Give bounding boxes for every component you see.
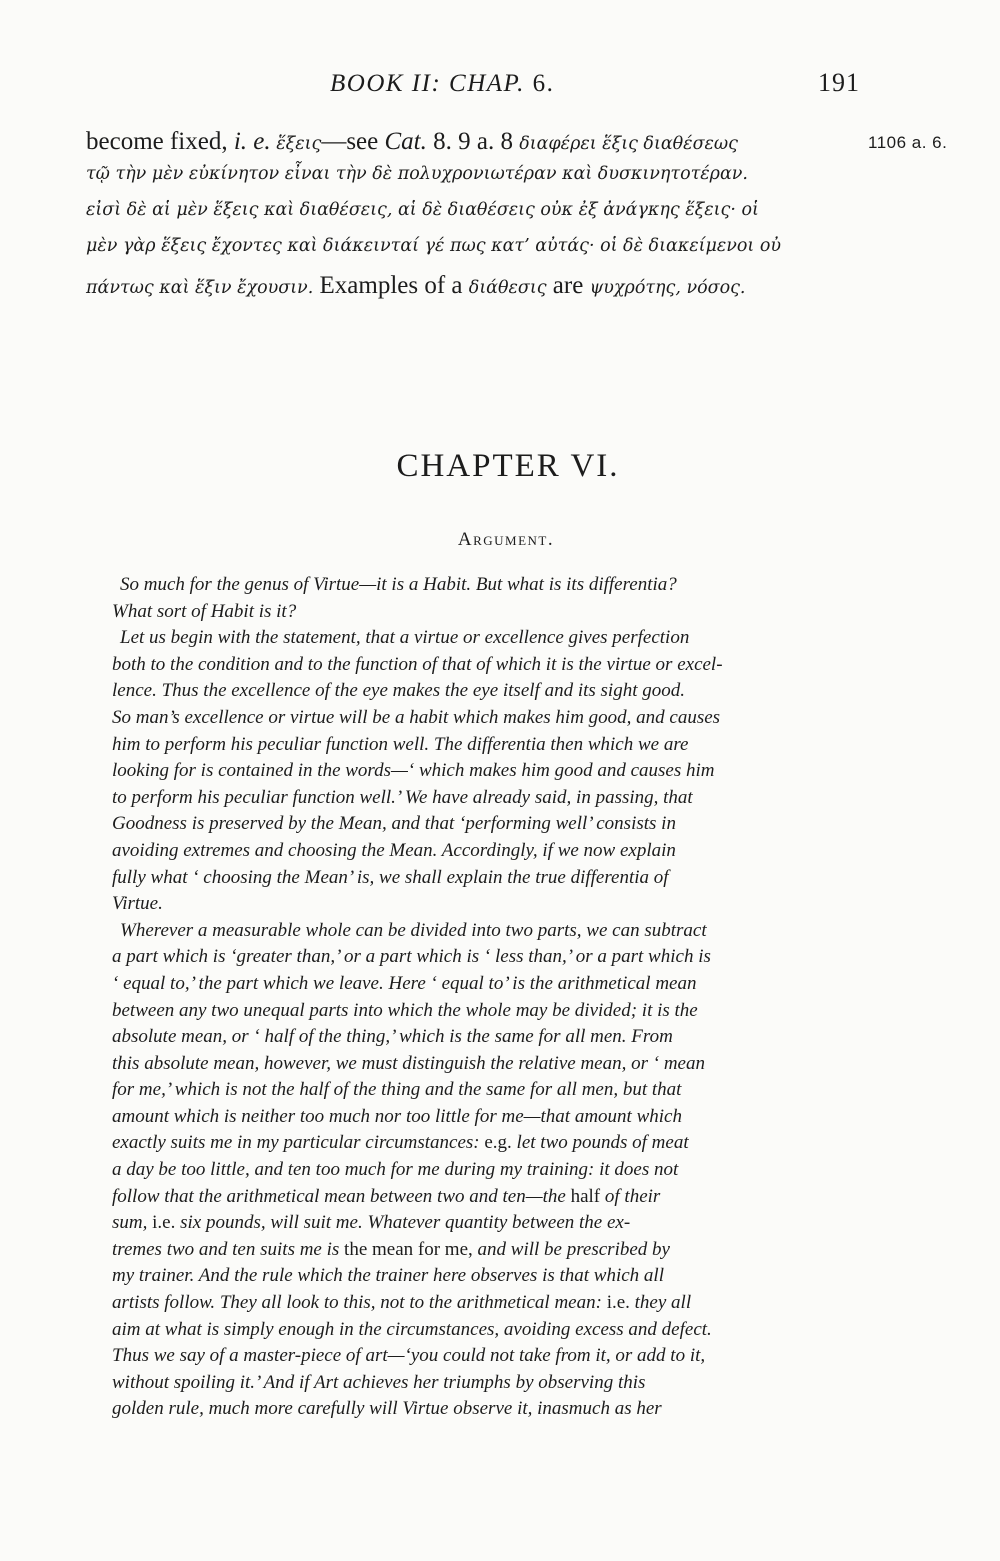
argument-line	[112, 1396, 876, 1423]
argument-line	[112, 865, 876, 892]
argument-run: Wherever a measurable whole can be divided into two parts, we can subtract	[120, 919, 707, 941]
argument-run: e.g.	[484, 1132, 512, 1154]
argument-line	[116, 625, 876, 652]
argument-run: i.e.	[152, 1212, 176, 1234]
argument-run: So man’s excellence or virtue will be a habit which makes him good, and causes	[112, 706, 721, 728]
running-title	[330, 70, 554, 98]
argument-run: they all	[629, 1292, 692, 1314]
argument-run: to perform his peculiar function well.’ We have already said, in passing, that	[112, 786, 693, 808]
argument-run: artists follow. They all look to this, not to the arithmetical mean:	[112, 1292, 607, 1314]
argument-line	[112, 944, 876, 971]
argument-line	[112, 652, 876, 679]
argument-run: absolute mean, or ‘ half of the thing,’ which is the same for all men. From	[112, 1026, 673, 1048]
argument-line	[112, 1263, 876, 1290]
note-run: διαφέρει ἕξις διαθέσεως	[519, 134, 738, 154]
argument-line	[112, 1157, 876, 1184]
argument-run: of their	[600, 1185, 661, 1207]
note-run: —see	[321, 128, 385, 155]
argument-run: for me,’ which is not the half of the thing and the same for all men, but that	[112, 1079, 682, 1101]
argument-run: let two pounds of meat	[511, 1132, 689, 1154]
argument-line	[112, 732, 876, 759]
argument-line	[112, 1130, 876, 1157]
argument-run: i.e.	[606, 1292, 630, 1314]
chapter-heading: CHAPTER VI.	[396, 448, 620, 484]
argument-line	[116, 918, 876, 945]
note-run: are	[546, 272, 590, 299]
argument-run: six pounds, will suit me. Whatever quantity between the ex-	[175, 1212, 631, 1234]
chapter-number: 6.	[532, 70, 555, 97]
argument-run: What sort of Habit is it?	[112, 600, 297, 622]
commentary-note	[86, 128, 966, 308]
note-run: πάντως καὶ ἕξιν ἔχουσιν.	[86, 278, 314, 298]
argument-line	[112, 1370, 876, 1397]
argument-line	[112, 785, 876, 812]
argument-run: looking for is contained in the words—‘ which makes him good and causes him	[112, 760, 715, 782]
argument-run: amount which is neither too much nor too little for me—that amount which	[112, 1105, 682, 1127]
argument-line	[112, 891, 876, 918]
argument-line	[112, 678, 876, 705]
argument-line	[112, 1184, 876, 1211]
argument-run: without spoiling it.’ And if Art achieves her triumphs by observing this	[112, 1371, 646, 1393]
argument-run: and will be prescribed by	[472, 1238, 670, 1260]
argument-run: this absolute mean, however, we must distinguish the relative mean, or ‘ mean	[112, 1052, 705, 1074]
note-line	[86, 236, 966, 272]
argument-heading: Argument.	[457, 529, 555, 550]
note-run: Examples of a	[313, 272, 469, 299]
argument-run: both to the condition and to the function of that of which it is the virtue or excel-	[112, 653, 723, 675]
argument-line	[112, 1077, 876, 1104]
note-run: τῷ τὴν μὲν εὐκίνητον εἶναι τὴν δὲ πολυχρονιωτέραν καὶ δυσκινητοτέραν.	[86, 164, 748, 184]
argument-line	[112, 1290, 876, 1317]
note-line	[86, 272, 966, 308]
argument-line	[112, 1210, 876, 1237]
argument-line	[112, 1343, 876, 1370]
argument-run: So much for the genus of Virtue—it is a Habit. But what is its differentia?	[120, 574, 677, 595]
note-line	[86, 128, 966, 164]
argument-run: Let us begin with the statement, that a virtue or excellence gives perfection	[120, 627, 690, 649]
argument-run: fully what ‘ choosing the Mean’ is, we shall explain the true differentia of	[112, 866, 669, 888]
argument-line	[112, 998, 876, 1025]
argument-line	[112, 1024, 876, 1051]
argument-run: ‘ equal to,’ the part which we leave. Here ‘ equal to’ is the arithmetical mean	[112, 972, 697, 994]
note-line	[86, 164, 966, 200]
note-run: διάθεσις	[468, 278, 547, 298]
argument-line	[112, 971, 876, 998]
argument-run: golden rule, much more carefully will Virtue observe it, inasmuch as her	[112, 1398, 662, 1420]
note-line	[86, 200, 966, 236]
argument-run: Thus we say of a master-piece of art—‘you could not take from it, or add to it,	[112, 1345, 706, 1367]
note-run: i. e.	[233, 128, 271, 155]
argument-line	[112, 1051, 876, 1078]
argument-run: between any two unequal parts into which the whole may be divided; it is the	[112, 999, 698, 1021]
page-number: 191	[818, 68, 860, 97]
argument-run: aim at what is simply enough in the circumstances, avoiding excess and defect.	[112, 1318, 712, 1340]
note-run: Cat.	[384, 128, 427, 155]
argument-run: follow that the arithmetical mean between two and ten—the	[112, 1185, 571, 1207]
argument-run: Virtue.	[112, 893, 163, 915]
argument-line	[112, 811, 876, 838]
argument-run: avoiding extremes and choosing the Mean. Accordingly, if we now explain	[112, 839, 676, 861]
note-run: μὲν γὰρ ἕξεις ἔχοντες καὶ διάκεινταί γέ πως κατ’ αὐτάς· οἱ δὲ διακείμενοι οὐ	[86, 236, 782, 256]
running-title-text: BOOK II: CHAP.	[330, 70, 525, 97]
note-run: ψυχρότης, νόσος.	[589, 278, 746, 298]
argument-run: Goodness is preserved by the Mean, and that ‘performing well’ consists in	[112, 813, 676, 835]
argument-run: a part which is ‘greater than,’ or a part which is ‘ less than,’ or a part which is	[112, 946, 711, 968]
argument-line	[112, 1104, 876, 1131]
argument-line	[112, 705, 876, 732]
argument-run: a day be too little, and ten too much for me during my training: it does not	[112, 1159, 679, 1181]
argument-line	[116, 572, 876, 599]
argument-run: my trainer. And the rule which the trainer here observes is that which all	[112, 1265, 664, 1287]
argument-run: sum,	[112, 1212, 153, 1234]
argument-line	[112, 1317, 876, 1344]
argument-run: exactly suits me in my particular circumstances:	[112, 1132, 485, 1154]
note-run: ἕξεις	[270, 134, 322, 154]
note-run: become fixed,	[86, 128, 234, 155]
argument-line	[112, 758, 876, 785]
argument-run: the mean for me,	[344, 1238, 473, 1260]
argument-line	[112, 1237, 876, 1264]
argument-line	[112, 599, 876, 626]
marginal-reference: 1106 a. 6.	[868, 133, 948, 152]
argument-run: lence. Thus the excellence of the eye makes the eye itself and its sight good.	[112, 680, 685, 702]
argument-run: him to perform his peculiar function well. The differentia then which we are	[112, 733, 689, 755]
argument-run: half	[570, 1185, 601, 1207]
note-run: 8. 9 a. 8	[426, 128, 520, 155]
running-head	[330, 68, 860, 98]
argument-run: tremes two and ten suits me is	[112, 1238, 345, 1260]
note-run: εἰσὶ δὲ αἱ μὲν ἕξεις καὶ διαθέσεις, αἱ δὲ διαθέσεις οὐκ ἐξ ἀνάγκης ἕξεις· οἱ	[86, 200, 759, 220]
argument-body	[112, 572, 876, 1423]
argument-line	[112, 838, 876, 865]
